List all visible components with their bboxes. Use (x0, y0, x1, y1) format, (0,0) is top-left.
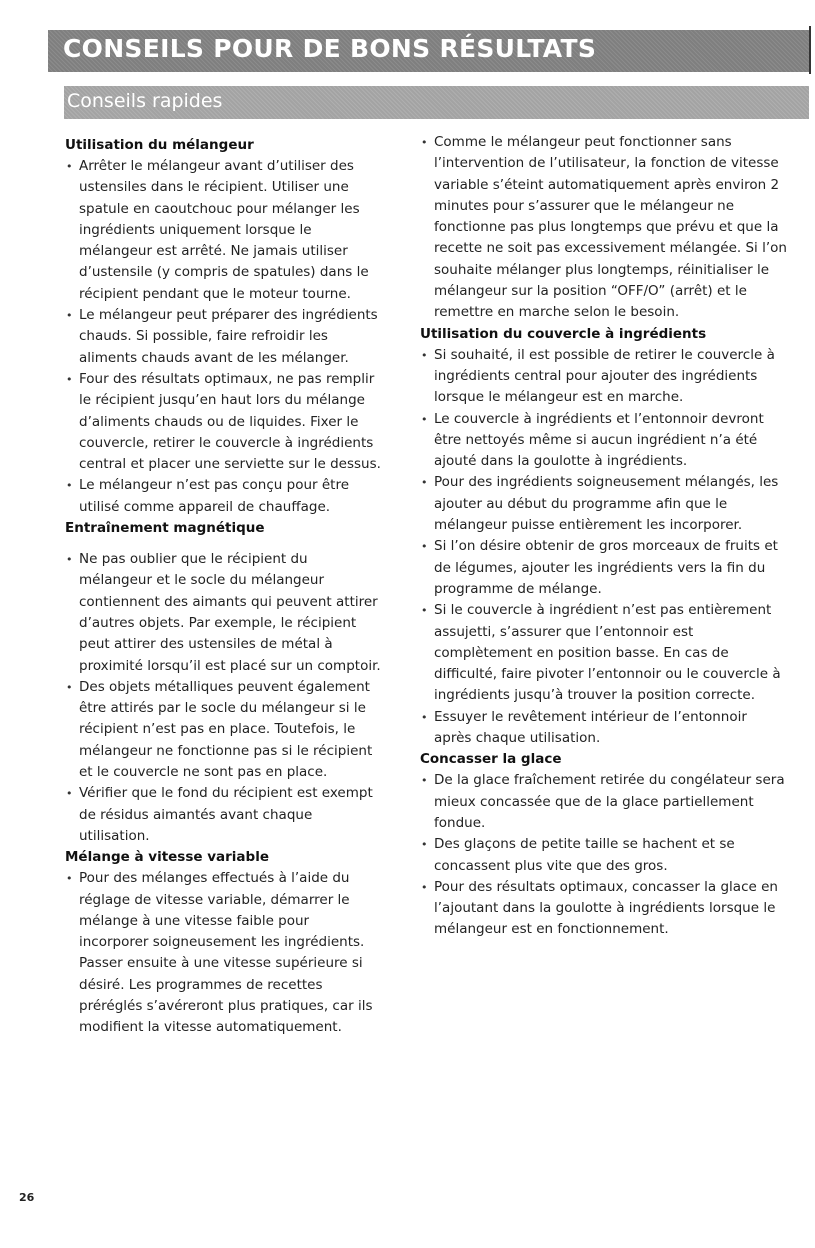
list-entrainement-magnetique (65, 549, 381, 847)
list-item: • De la glace fraîchement retirée du congélateur sera mieux concassée que de la glace partiellement fondue. (420, 770, 788, 834)
banner-edge-rule (809, 26, 811, 74)
list-item: • Pour des mélanges effectués à l’aide du réglage de vitesse variable, démarrer le mélange à une vitesse faible pour incorporer soigneusement les ingrédients. Passer ensuite à une vitesse supérieure si désiré. Les programmes de recettes préréglés s’avéreront plus pratiques, car ils modifient la vitesse automatiquement. (65, 868, 381, 1038)
list-item: • Pour des ingrédients soigneusement mélangés, les ajouter au début du programme afin que le mélangeur puisse entièrement les incorporer. (420, 472, 788, 536)
list-utilisation-melangeur (65, 156, 381, 518)
list-item: • Four des résultats optimaux, ne pas remplir le récipient jusqu’en haut lors du mélange d’aliments chauds ou de liquides. Fixer le couvercle, retirer le couvercle à ingrédients central et placer une serviette sur le dessus. (65, 369, 381, 475)
heading-couvercle-ingredients: Utilisation du couvercle à ingrédients (420, 325, 707, 342)
heading-concasser-glace: Concasser la glace (420, 751, 562, 768)
left-column (65, 135, 381, 1039)
list-item: • Des glaçons de petite taille se hachent et se concassent plus vite que des gros. (420, 834, 788, 877)
list-item: • Le mélangeur n’est pas conçu pour être utilisé comme appareil de chauffage. (65, 475, 381, 518)
section-banner-title: Conseils rapides (67, 90, 223, 112)
list-item: • Arrêter le mélangeur avant d’utiliser des ustensiles dans le récipient. Utiliser une spatule en caoutchouc pour mélanger les ingrédients uniquement lorsque le mélangeur est arrêté. Ne jamais utiliser d’ustensile (y compris de spatules) dans le récipient pendant que le moteur tourne. (65, 156, 381, 305)
list-item: • Si le couvercle à ingrédient n’est pas entièrement assujetti, s’assurer que l’entonnoir est complètement en position basse. En cas de difficulté, faire pivoter l’entonnoir ou le couvercle à ingrédients jusqu’à trouver la position correcte. (420, 600, 788, 706)
heading-utilisation-melangeur: Utilisation du mélangeur (65, 137, 254, 153)
list-item: • Vérifier que le fond du récipient est exempt de résidus aimantés avant chaque utilisation. (65, 783, 381, 847)
list-vitesse-variable-suite (420, 132, 788, 324)
list-couvercle-ingredients (420, 345, 788, 750)
list-item: • Si souhaité, il est possible de retirer le couvercle à ingrédients central pour ajouter des ingrédients lorsque le mélangeur est en marche. (420, 345, 788, 409)
page-title-banner (48, 30, 810, 72)
list-item: • Ne pas oublier que le récipient du mélangeur et le socle du mélangeur contiennent des aimants qui peuvent attirer d’autres objets. Par exemple, le récipient peut attirer des ustensiles de métal à proximité lorsqu’il est placé sur un comptoir. (65, 549, 381, 677)
heading-melange-vitesse-variable: Mélange à vitesse variable (65, 849, 269, 866)
list-concasser-glace (420, 770, 788, 940)
list-item: • Comme le mélangeur peut fonctionner sans l’intervention de l’utilisateur, la fonction de vitesse variable s’éteint automatiquement après environ 2 minutes pour s’assurer que le mélangeur ne fonctionne pas plus longtemps que prévu et que la recette ne soit pas excessivement mélangée. Si l’on souhaite mélanger plus longtemps, réinitialiser le mélangeur sur la position “OFF/O” (arrêt) et le remettre en marche selon le besoin. (420, 132, 788, 324)
list-item: • Pour des résultats optimaux, concasser la glace en l’ajoutant dans la goulotte à ingrédients lorsque le mélangeur est en fonctionnement. (420, 877, 788, 941)
list-item: • Des objets métalliques peuvent également être attirés par le socle du mélangeur si le récipient n’est pas en place. Toutefois, le mélangeur ne fonctionne pas si le récipient et le couvercle ne sont pas en place. (65, 677, 381, 783)
list-item: • Le couvercle à ingrédients et l’entonnoir devront être nettoyés même si aucun ingrédient n’a été ajouté dans la goulotte à ingrédients. (420, 409, 788, 473)
list-item: • Essuyer le revêtement intérieur de l’entonnoir après chaque utilisation. (420, 707, 788, 750)
heading-entrainement-magnetique: Entraînement magnétique (65, 520, 265, 537)
page-number: 26 (19, 1191, 35, 1204)
page-title: CONSEILS POUR DE BONS RÉSULTATS (63, 34, 597, 63)
list-item: • Si l’on désire obtenir de gros morceaux de fruits et de légumes, ajouter les ingrédients vers la fin du programme de mélange. (420, 536, 788, 600)
right-column (420, 132, 788, 941)
list-item: • Le mélangeur peut préparer des ingrédients chauds. Si possible, faire refroidir les aliments chauds avant de les mélanger. (65, 305, 381, 369)
section-banner (64, 86, 809, 119)
list-melange-vitesse-variable (65, 868, 381, 1038)
